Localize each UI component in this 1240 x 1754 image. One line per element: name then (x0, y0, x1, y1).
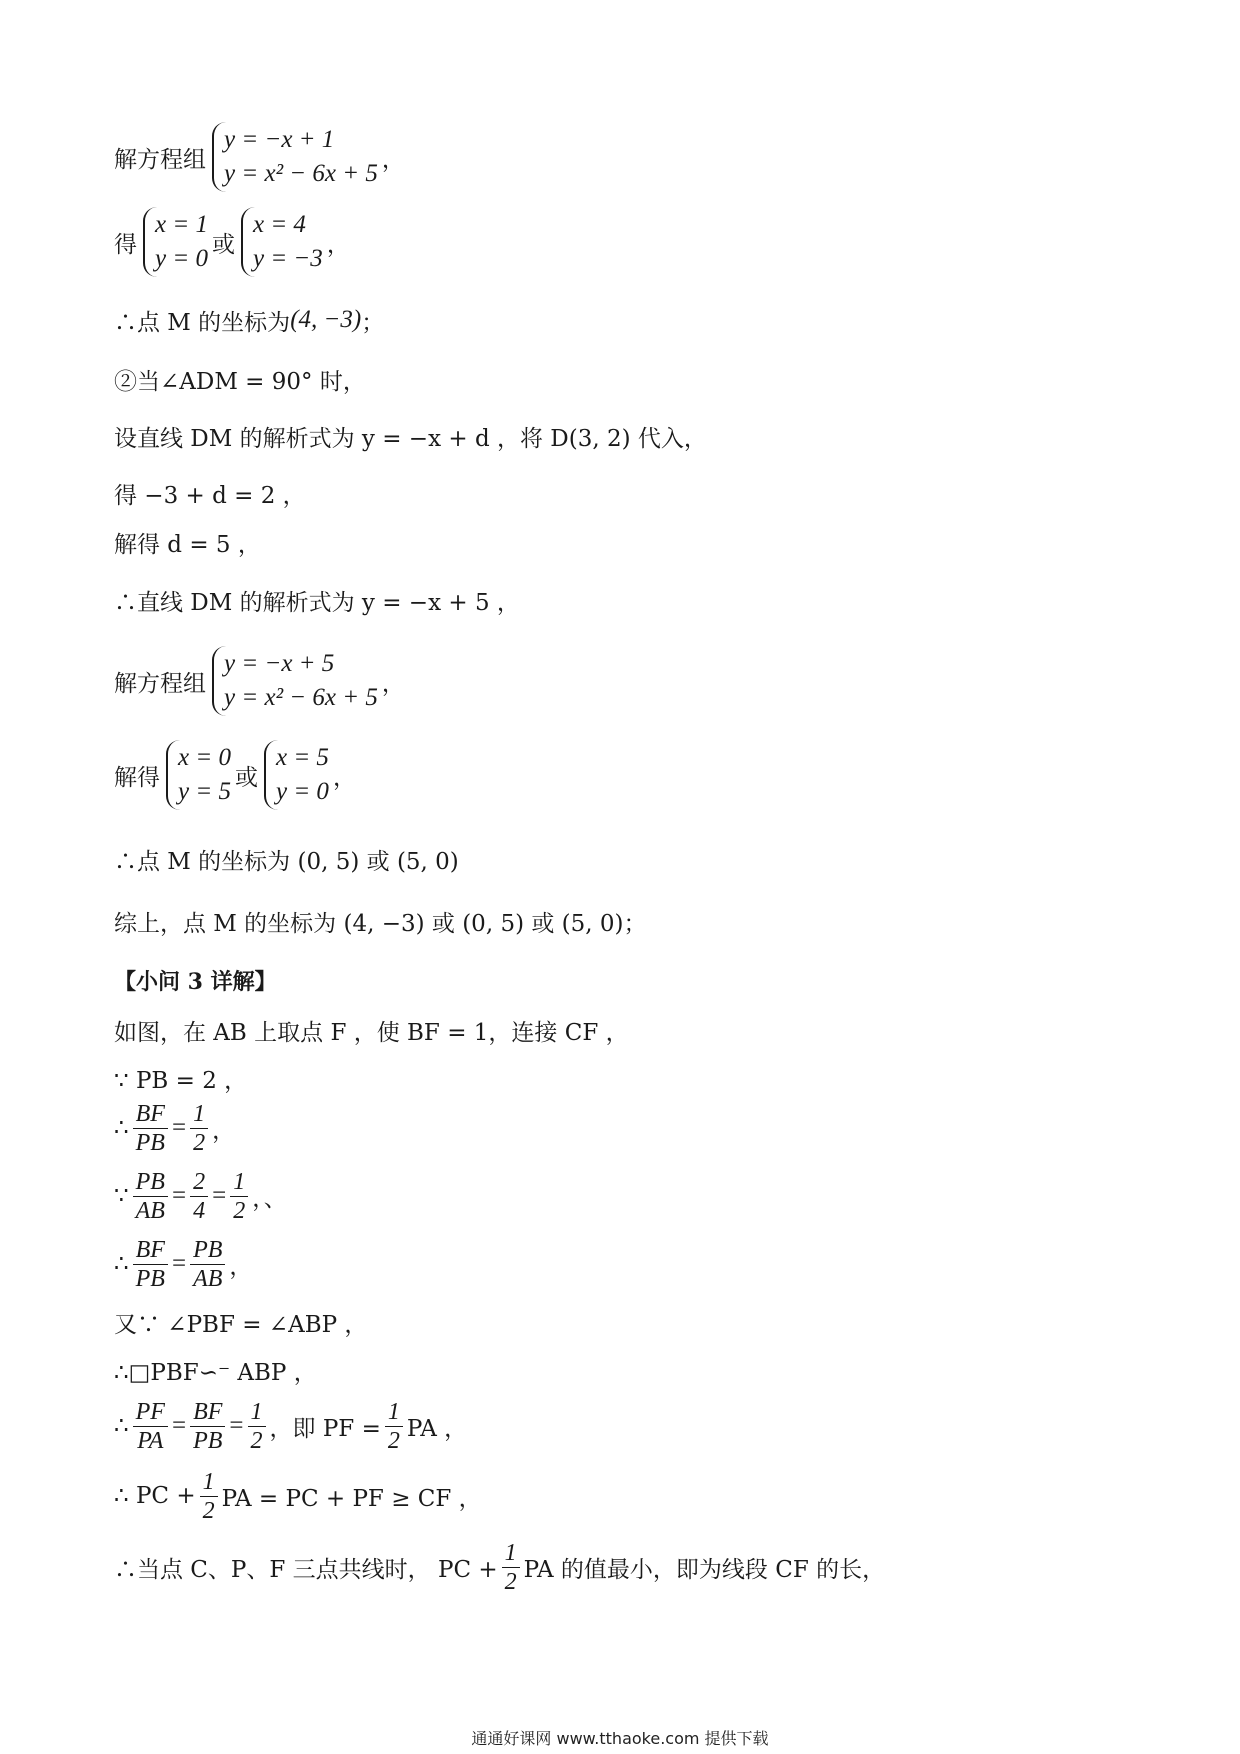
equation: x = 1 (155, 211, 208, 238)
numerator: BF (133, 1236, 168, 1265)
text: PA ， (406, 1415, 468, 1442)
numerator: 1 (248, 1398, 266, 1427)
line-conclusion (114, 1533, 885, 1601)
line-case-2 (114, 357, 366, 401)
fraction (385, 1398, 403, 1455)
text: ②当∠ADM = 90° 时， (114, 368, 366, 395)
line-ratio-1 (114, 1095, 235, 1161)
text: ∵ (114, 1183, 129, 1209)
line-construct-f (114, 1008, 629, 1052)
fraction (200, 1468, 218, 1525)
denominator: 2 (504, 1568, 517, 1595)
equation: y = −3 (252, 245, 323, 272)
operator: = (171, 1114, 187, 1141)
text: ∵ PB = 2 ， (114, 1067, 248, 1094)
numerator: PB (133, 1168, 168, 1197)
equation: y = −x + 5 (224, 650, 335, 677)
text: PA 的值最小，即为线段 CF 的长， (523, 1556, 886, 1583)
denominator: PB (193, 1427, 223, 1454)
text: 得 −3 + d = 2 ， (114, 482, 306, 509)
solution-system (264, 740, 329, 810)
text: 解方程组 (114, 670, 206, 697)
line-set-dm (114, 414, 707, 458)
section-heading (114, 958, 277, 1002)
text: ， (332, 764, 356, 791)
text: ， (381, 670, 405, 697)
text: ∴□PBF∽⁻ ABP ， (114, 1359, 317, 1386)
text: 或 (234, 764, 258, 791)
numerator: 1 (200, 1468, 218, 1497)
heading-text: 【小问 3 详解】 (114, 968, 277, 995)
line-inequality (114, 1462, 482, 1530)
denominator: 2 (250, 1427, 263, 1454)
fraction (230, 1168, 248, 1225)
line-ratio-4 (114, 1392, 467, 1460)
text: ∴当点 C、P、F 三点共线时， PC + (114, 1556, 498, 1583)
numerator: PF (133, 1398, 168, 1427)
numerator: 2 (190, 1168, 208, 1197)
line-point-m-2 (114, 837, 459, 881)
equation: y = 5 (178, 778, 231, 805)
solution-system (143, 207, 208, 277)
equation: y = 0 (155, 245, 208, 272)
text: ，、 (252, 1185, 287, 1212)
equation: y = x² − 6x + 5 (224, 684, 378, 711)
fraction (190, 1168, 208, 1225)
line-dm-formula (114, 578, 520, 622)
denominator: 2 (193, 1129, 206, 1156)
text: ， (381, 146, 405, 173)
text: ， (229, 1253, 253, 1280)
text: 又∵ ∠PBF = ∠ABP ， (114, 1311, 368, 1338)
line-solve-system-2 (114, 646, 405, 716)
denominator: PB (135, 1265, 165, 1292)
text: 得 (114, 231, 137, 258)
text: ∴ (114, 1115, 129, 1141)
line-point-m-1 (114, 298, 384, 342)
text: ， (326, 231, 350, 258)
page-footer: 通通好课网 www.tthaoke.com 提供下载 (471, 1729, 769, 1748)
operator: = (171, 1412, 187, 1439)
denominator: AB (193, 1265, 223, 1292)
fraction (133, 1168, 168, 1225)
line-pb (114, 1056, 247, 1100)
numerator: 1 (502, 1539, 520, 1568)
line-solutions-1 (114, 207, 350, 277)
fraction (133, 1236, 168, 1293)
math: (4, −3) (290, 306, 362, 333)
equation: x = 4 (252, 211, 306, 238)
line-solve-system-1 (114, 122, 405, 192)
text: ， (212, 1117, 236, 1144)
text: 解得 d = 5 ， (114, 531, 261, 558)
text: 解方程组 (114, 146, 206, 173)
equation-system (212, 646, 378, 716)
text: 设直线 DM 的解析式为 y = −x + d ，将 D(3, 2) 代入， (114, 425, 707, 452)
fraction (190, 1236, 225, 1293)
numerator: 1 (190, 1100, 208, 1129)
denominator: 2 (233, 1197, 246, 1224)
operator: = (212, 1182, 227, 1209)
text: ； (361, 309, 385, 336)
text: 综上，点 M 的坐标为 (4, −3) 或 (0, 5) 或 (5, 0)； (114, 910, 647, 937)
text: ∴ PC + (114, 1483, 196, 1509)
denominator: 2 (387, 1427, 400, 1454)
fraction (248, 1398, 266, 1455)
fraction (190, 1398, 225, 1455)
numerator: 1 (230, 1168, 248, 1197)
line-similar (114, 1348, 317, 1392)
equation: x = 0 (178, 744, 231, 771)
line-summary (114, 899, 647, 943)
text: ∴ (114, 1413, 129, 1439)
text: 或 (211, 231, 235, 258)
line-solutions-2 (114, 740, 356, 810)
numerator: BF (133, 1100, 168, 1129)
line-ratio-2 (114, 1163, 287, 1229)
operator: = (171, 1250, 187, 1277)
text: ∴直线 DM 的解析式为 y = −x + 5 ， (114, 589, 520, 616)
equation: y = 0 (275, 778, 329, 805)
operator: = (171, 1182, 187, 1209)
text: ∴点 M 的坐标为 (114, 309, 291, 336)
equation: x = 5 (275, 744, 329, 771)
numerator: PB (190, 1236, 225, 1265)
text: ∴ (114, 1251, 129, 1277)
denominator: AB (135, 1197, 165, 1224)
line-ratio-3 (114, 1231, 252, 1297)
fraction (502, 1539, 520, 1596)
denominator: 4 (193, 1197, 206, 1224)
denominator: PA (137, 1427, 164, 1454)
equation: y = x² − 6x + 5 (224, 160, 378, 187)
denominator: PB (135, 1129, 165, 1156)
operator: = (229, 1412, 244, 1439)
fraction (190, 1100, 208, 1157)
text: PA = PC + PF ≥ CF ， (221, 1485, 482, 1512)
text: ∴点 M 的坐标为 (0, 5) 或 (5, 0) (114, 848, 459, 875)
line-solve-d (114, 520, 261, 564)
solution-system (166, 740, 231, 810)
text: 如图，在 AB 上取点 F ，使 BF = 1，连接 CF ， (114, 1019, 629, 1046)
equation-system (212, 122, 378, 192)
equation: y = −x + 1 (224, 126, 335, 153)
numerator: 1 (385, 1398, 403, 1427)
line-substitute (114, 471, 306, 515)
fraction (133, 1398, 168, 1455)
denominator: 2 (202, 1497, 215, 1524)
fraction (133, 1100, 168, 1157)
line-angle (114, 1300, 367, 1344)
numerator: BF (190, 1398, 225, 1427)
solution-system (241, 207, 323, 277)
text: ，即 PF = (269, 1415, 381, 1442)
text: 解得 (114, 764, 160, 791)
